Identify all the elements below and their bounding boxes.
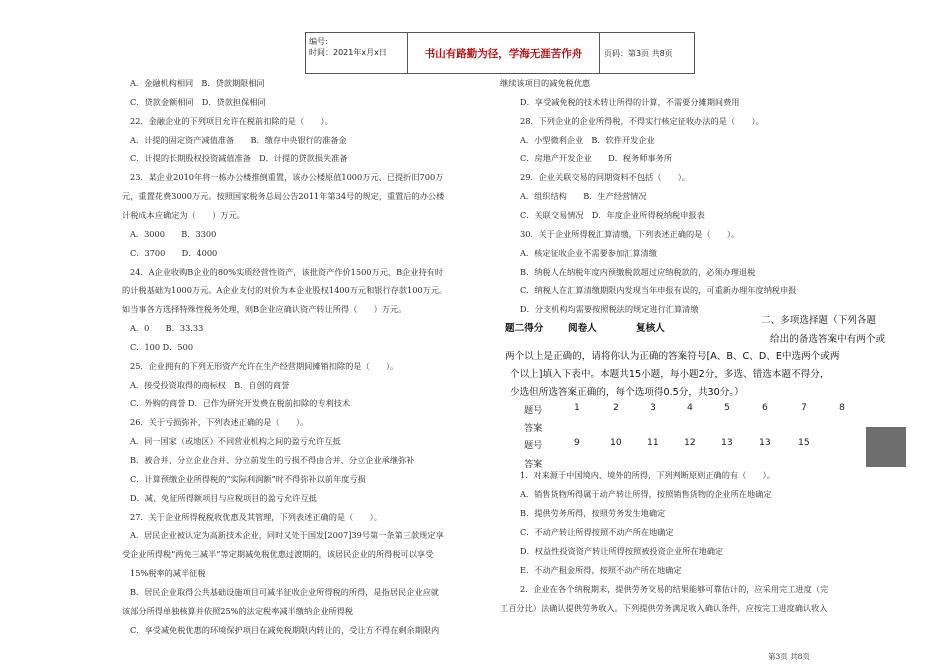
question-number-label: 题号 [524,405,543,416]
text-line: 计税成本应确定为（ ）万元。 [122,209,245,220]
question-number: 5 [724,402,730,413]
text-line: 22．金融企业的下列项目允许在税前扣除的是（ ）。 [130,115,333,126]
text-line: 继续该项目的减免税优惠 [500,78,591,88]
question-number: 7 [801,402,807,413]
text-line: A．同一国家（或地区）不同营业机构之间的盈亏允许互抵 [130,436,341,447]
time-label: 时间：2021年x月x日 [309,48,387,57]
text-line: B．居民企业取得公共基础设施项目可减半征收企业所得税的所得，是指居民企业应就 [130,586,439,597]
question-number: 1 [574,402,580,413]
question-number: 9 [574,437,580,448]
text-line: 23．某企业2010年将一栋办公楼推倒重置，该办公楼原值1000万元、已提折旧700万 [130,172,444,183]
question-number-label: 题号 [524,440,543,451]
text-line: 27．关于企业所得税税收优惠及其管理，下列表述正确的是（ ）。 [130,511,382,522]
section-title-cont: 给出的备选答案中有两个或 [770,334,886,345]
text-line: A．3000 B．3300 [130,228,217,239]
footer-page-number: 第3页 共8页 [768,652,810,661]
section-title: 二、多项选择题（下列各题 [761,315,877,326]
text-line: A．小型微利企业 B．软件开发企业 [520,134,655,145]
text-line: 28．下列企业的企业所得税，不得实行核定征收办法的是（ ）。 [520,115,764,126]
question-number: 10 [610,437,622,448]
text-line: A．居民企业被认定为高新技术企业，同时又处于国发[2007]39号第一条第三款规定享 [130,530,444,541]
text-line: 该部分所得单独核算并依照25%的法定税率减半缴纳企业所得税 [122,605,354,616]
question-number: 8 [839,402,845,413]
text-line: 工百分比）法确认提供劳务收入。下列提供劳务满足收入确认条件，应按完工进度确认收入 [500,603,828,613]
text-line: C．关联交易情况 D．年度企业所得税纳税申报表 [520,209,705,220]
question-number: 11 [647,437,659,448]
text-line: 元，重置花费3000万元。按照国家税务总局公告2011年第34号的规定，重置后的办公楼 [122,191,445,202]
text-line: A．0 B．33.33 [130,323,204,334]
question-number: 13 [721,437,733,448]
text-line: 29．企业关联交易的同期资料不包括（ ）。 [520,172,691,183]
text-line: C．不动产转让所得按照不动产所在地确定 [520,527,674,537]
text-line: 25．企业拥有的下列无形资产允许在生产经营期间摊销扣除的是（ ）。 [130,360,399,371]
instruction-line-3: 少选但所选答案正确的，每个选项得0.5分，共30分。） [510,387,744,398]
text-line: D．权益性投资资产转让所得按照被投资企业所在地确定 [520,546,724,556]
text-line: C．计提的长期股权投资减值准备 D．计提的贷款损失准备 [130,153,348,164]
text-line: D．减、免征所得额项目与应税项目的盈亏允许互抵 [130,492,317,503]
answer-label: 答案 [524,459,543,470]
text-line: C．3700 D．4000 [130,247,218,258]
question-number: 3 [650,402,656,413]
text-line: A．金融机构相同 B．贷款期限相同 [130,78,265,88]
text-line: 15%税率的减半征税 [130,568,206,579]
score-label: 题二得分 [505,323,544,334]
reviewer-label: 复核人 [636,323,665,334]
grader-label: 阅卷人 [568,323,597,334]
instruction-line-1: 两个以上是正确的，请将你认为正确的答案符号[A、B、C、D、E中选两个或两 [505,351,840,362]
text-line: 的计税基础为1000万元。A企业支付的对价为本企业股权1400万元和银行存款100万元。 [122,285,448,296]
text-line: B．被合并、分立企业合并、分立前发生的亏损不得由合并、分立企业承继弥补 [130,455,415,465]
text-line: 24．A企业收购B企业的80%实质经营性资产，该批资产作价1500万元、B企业持有时 [130,266,444,277]
text-line: A．接受投资取得的商标权 B．自创的商誉 [130,379,290,390]
header-motto: 书山有路勤为径，学海无涯苦作舟 [408,33,600,73]
text-line: C．100 D．500 [130,341,194,352]
text-line: B．提供劳务所得，按照劳务发生地确定 [520,508,666,518]
number-label: 编号: [309,37,328,46]
text-line: C．外购的商誉 D．已作为研究开发费在税前扣除的专利技术 [130,398,351,409]
question-number: 2 [613,402,619,413]
text-line: C．贷款金额相同 D．贷款担保相同 [130,96,266,107]
question-number: 15 [798,437,810,448]
text-line: C．房地产开发企业 D．税务师事务所 [520,153,673,164]
question-number: 6 [762,402,768,413]
text-line: A．核定征收企业不需要参加汇算清缴 [520,247,657,258]
text-line: D．分支机构均需要按照税法的规定进行汇算清缴 [520,304,699,315]
document-header [305,32,695,74]
text-line: A．组织结构 B．生产经营情况 [520,191,647,202]
text-line: B．纳税人在纳税年度内预缴税款超过应纳税款的，必须办理退税 [520,266,756,277]
text-line: A．计提的固定资产减值准备 B．缴存中央银行的准备金 [130,134,347,145]
question-number: 12 [684,437,696,448]
text-line: C．计算预缴企业所得税的“实际利润额”时不得弥补以前年度亏损 [130,473,366,484]
text-line: C．享受减免税优惠的环境保护项目在减免税期限内转让的，受让方不得在剩余期限内 [130,624,440,635]
text-line: E．不动产租金所得，按照不动产所在地确定 [520,565,682,575]
text-line: C．纳税人在汇算清缴期限内发现当年申报有误的，可重新办理年度纳税申报 [520,285,797,296]
text-line: D．享受减免税的技术转让所得的计算，不需要分摊期间费用 [520,96,740,107]
header-meta [306,33,408,73]
instruction-line-2: 个以上]填入下表中。本题共15小题，每小题2分，多选、错选本题不得分， [510,369,830,380]
text-line: 30．关于企业所得税汇算清缴，下列表述正确的是（ ）。 [520,228,740,239]
answer-label: 答案 [524,423,543,434]
text-line: 1．对来源于中国境内、境外的所得，下列判断原则正确的有（ ）。 [520,470,775,480]
text-line: 2．企业在各个纳税期末，提供劳务交易的结果能够可靠估计的，应采用完工进度（完 [520,584,829,594]
gray-block [866,427,906,467]
text-line: 26．关于亏损弥补，下列表述正确的是（ ）。 [130,417,309,428]
question-number: 4 [687,402,693,413]
text-line: 如当事各方选择特殊性税务处理，则B企业应确认资产转让所得（ ）万元。 [122,304,407,315]
question-number: 13 [759,437,771,448]
text-line: A．销售货物所得属于动产转让所得，按照销售货物的企业所在地确定 [520,489,772,499]
header-page-info: 页码：第3页 共8页 [604,48,673,58]
text-line: 受企业所得税“两免三减半”等定期减免税优惠过渡期的，该居民企业的所得税可以享受 [122,549,434,560]
